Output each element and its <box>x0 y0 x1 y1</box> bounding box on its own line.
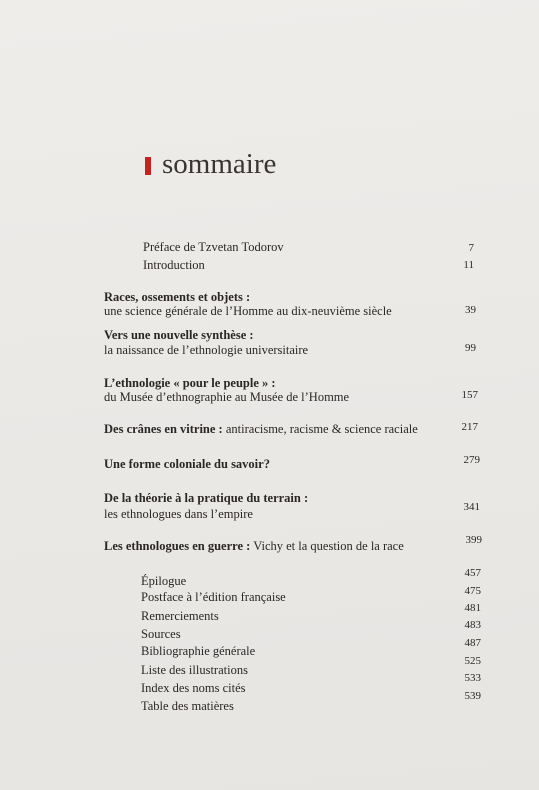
toc-chapter-line <box>104 421 418 437</box>
toc-back-page: 475 <box>464 585 481 597</box>
toc-back-page: 487 <box>464 637 481 649</box>
toc-back-page: 539 <box>464 690 481 702</box>
toc-chapter-subtitle: une science générale de l’Homme au dix-neuvième siècle <box>104 304 392 318</box>
toc-chapter-heading: Une forme coloniale du savoir? <box>104 457 270 471</box>
toc-back-page: 481 <box>464 602 481 614</box>
toc-back-label: Remerciements <box>141 609 219 623</box>
toc-back-page: 525 <box>464 655 481 667</box>
toc-back-label: Table des matières <box>141 699 234 713</box>
toc-chapter-heading: Vers une nouvelle synthèse : <box>104 328 254 342</box>
toc-back-label: Liste des illustrations <box>141 663 248 677</box>
toc-chapter-heading: L’ethnologie « pour le peuple » : <box>104 376 276 390</box>
toc-back-page: 457 <box>464 567 481 579</box>
toc-back-page: 483 <box>464 619 481 631</box>
toc-chapter-subtitle: Vichy et la question de la race <box>253 539 404 553</box>
toc-chapter-heading: Les ethnologues en guerre : <box>104 539 251 553</box>
toc-back-label: Index des noms cités <box>141 681 246 695</box>
toc-chapter-page: 341 <box>463 501 480 513</box>
toc-chapter-subtitle: antiracisme, racisme & science raciale <box>225 422 418 436</box>
toc-chapter-page: 279 <box>463 454 480 466</box>
toc-back-label: Sources <box>141 627 181 641</box>
toc-front-label: Introduction <box>143 258 205 272</box>
page-title: sommaire <box>162 148 277 180</box>
title-accent-bar <box>145 157 151 175</box>
toc-chapter-page: 399 <box>465 534 482 546</box>
toc-chapter-heading: Races, ossements et objets : <box>104 290 251 304</box>
toc-chapter-heading: Des crânes en vitrine : <box>104 422 223 436</box>
toc-chapter-page: 99 <box>465 342 476 354</box>
toc-chapter-subtitle: du Musée d’ethnographie au Musée de l’Homme <box>104 390 350 404</box>
toc-chapter-page: 217 <box>461 421 478 433</box>
toc-chapter-subtitle: la naissance de l’ethnologie universitaire <box>104 343 309 357</box>
toc-chapter-page: 157 <box>461 389 478 401</box>
toc-chapter-heading: De la théorie à la pratique du terrain : <box>104 491 309 505</box>
toc-front-page: 11 <box>463 259 474 271</box>
toc-chapter-line <box>104 538 404 554</box>
toc-chapter-page: 39 <box>465 304 476 316</box>
toc-back-label: Bibliographie générale <box>141 644 256 658</box>
toc-chapter-subtitle: les ethnologues dans l’empire <box>104 507 253 521</box>
toc-front-page: 7 <box>468 242 474 254</box>
toc-back-label: Épilogue <box>141 574 187 588</box>
toc-back-label: Postface à l’édition française <box>141 590 286 604</box>
toc-back-page: 533 <box>464 672 481 684</box>
toc-front-label: Préface de Tzvetan Todorov <box>143 240 284 254</box>
